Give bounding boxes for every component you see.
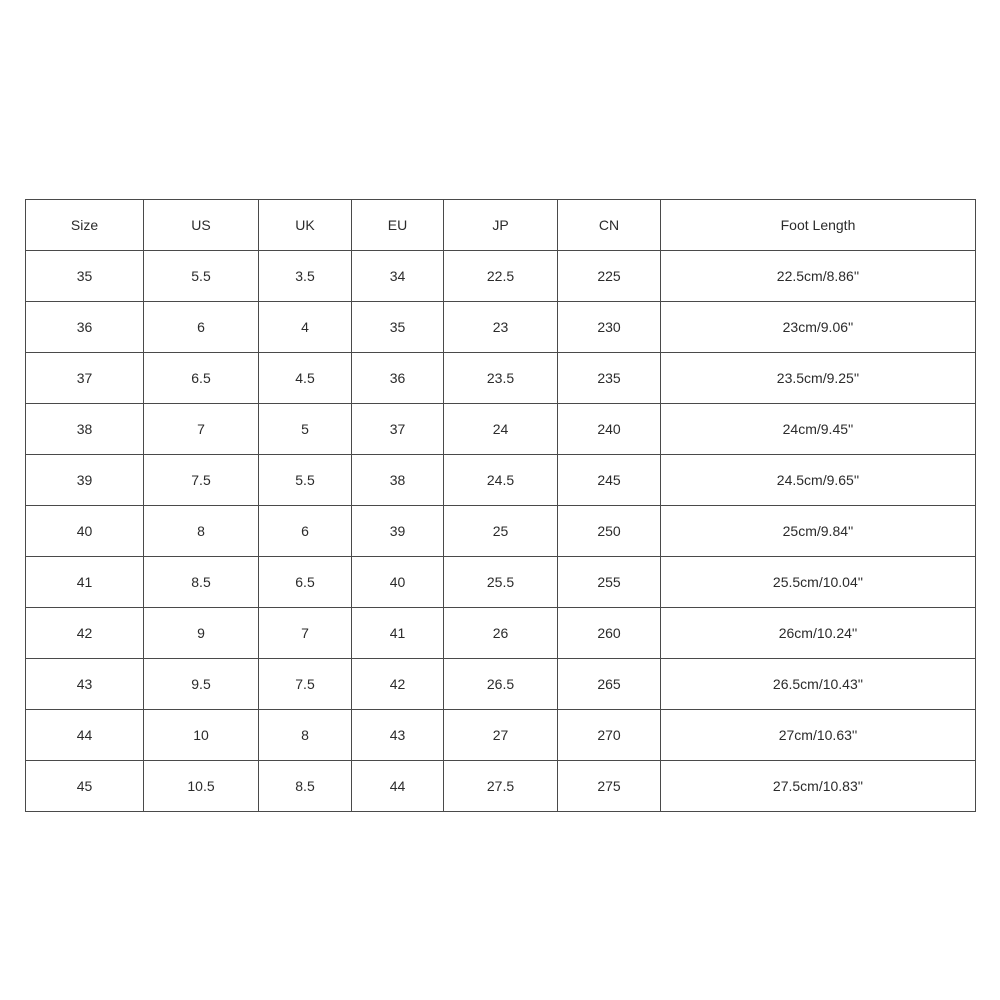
cell-uk: 6 xyxy=(259,506,352,557)
cell-foot-length: 24.5cm/9.65'' xyxy=(661,455,976,506)
size-chart-table xyxy=(25,199,976,812)
cell-uk: 6.5 xyxy=(259,557,352,608)
cell-foot-length: 27.5cm/10.83'' xyxy=(661,761,976,812)
cell-uk: 7 xyxy=(259,608,352,659)
cell-jp: 24 xyxy=(444,404,558,455)
cell-foot-length: 25.5cm/10.04'' xyxy=(661,557,976,608)
cell-eu: 40 xyxy=(352,557,444,608)
cell-eu: 44 xyxy=(352,761,444,812)
header-jp: JP xyxy=(444,200,558,251)
header-row xyxy=(26,200,976,251)
cell-cn: 255 xyxy=(558,557,661,608)
table-row xyxy=(26,251,976,302)
cell-us: 7.5 xyxy=(144,455,259,506)
cell-uk: 3.5 xyxy=(259,251,352,302)
cell-us: 8 xyxy=(144,506,259,557)
cell-jp: 26 xyxy=(444,608,558,659)
table-row xyxy=(26,557,976,608)
cell-foot-length: 24cm/9.45'' xyxy=(661,404,976,455)
cell-uk: 8 xyxy=(259,710,352,761)
table-row xyxy=(26,659,976,710)
cell-jp: 27 xyxy=(444,710,558,761)
cell-jp: 25.5 xyxy=(444,557,558,608)
header-size: Size xyxy=(26,200,144,251)
cell-cn: 230 xyxy=(558,302,661,353)
cell-foot-length: 26.5cm/10.43'' xyxy=(661,659,976,710)
cell-us: 9 xyxy=(144,608,259,659)
cell-size: 39 xyxy=(26,455,144,506)
cell-eu: 42 xyxy=(352,659,444,710)
cell-us: 10.5 xyxy=(144,761,259,812)
cell-uk: 5.5 xyxy=(259,455,352,506)
cell-foot-length: 25cm/9.84'' xyxy=(661,506,976,557)
cell-foot-length: 27cm/10.63'' xyxy=(661,710,976,761)
cell-uk: 5 xyxy=(259,404,352,455)
cell-eu: 36 xyxy=(352,353,444,404)
cell-size: 35 xyxy=(26,251,144,302)
cell-size: 40 xyxy=(26,506,144,557)
header-uk: UK xyxy=(259,200,352,251)
cell-uk: 4.5 xyxy=(259,353,352,404)
table-row xyxy=(26,710,976,761)
table-header xyxy=(26,200,976,251)
cell-us: 6.5 xyxy=(144,353,259,404)
cell-jp: 22.5 xyxy=(444,251,558,302)
cell-us: 7 xyxy=(144,404,259,455)
table-row xyxy=(26,761,976,812)
cell-cn: 250 xyxy=(558,506,661,557)
cell-size: 36 xyxy=(26,302,144,353)
table-row xyxy=(26,353,976,404)
cell-jp: 25 xyxy=(444,506,558,557)
cell-eu: 38 xyxy=(352,455,444,506)
cell-jp: 23.5 xyxy=(444,353,558,404)
cell-foot-length: 22.5cm/8.86'' xyxy=(661,251,976,302)
cell-cn: 235 xyxy=(558,353,661,404)
cell-eu: 34 xyxy=(352,251,444,302)
cell-foot-length: 26cm/10.24'' xyxy=(661,608,976,659)
cell-jp: 23 xyxy=(444,302,558,353)
cell-cn: 245 xyxy=(558,455,661,506)
cell-cn: 265 xyxy=(558,659,661,710)
cell-eu: 35 xyxy=(352,302,444,353)
cell-eu: 39 xyxy=(352,506,444,557)
table-row xyxy=(26,455,976,506)
cell-us: 8.5 xyxy=(144,557,259,608)
cell-uk: 4 xyxy=(259,302,352,353)
table-row xyxy=(26,608,976,659)
table-body xyxy=(26,251,976,812)
cell-cn: 260 xyxy=(558,608,661,659)
cell-cn: 225 xyxy=(558,251,661,302)
cell-us: 6 xyxy=(144,302,259,353)
cell-size: 38 xyxy=(26,404,144,455)
header-foot-length: Foot Length xyxy=(661,200,976,251)
cell-size: 44 xyxy=(26,710,144,761)
table-row xyxy=(26,302,976,353)
cell-jp: 24.5 xyxy=(444,455,558,506)
table-row xyxy=(26,506,976,557)
cell-foot-length: 23cm/9.06'' xyxy=(661,302,976,353)
cell-us: 10 xyxy=(144,710,259,761)
cell-eu: 43 xyxy=(352,710,444,761)
cell-size: 37 xyxy=(26,353,144,404)
cell-size: 41 xyxy=(26,557,144,608)
cell-size: 43 xyxy=(26,659,144,710)
header-cn: CN xyxy=(558,200,661,251)
cell-eu: 41 xyxy=(352,608,444,659)
cell-cn: 275 xyxy=(558,761,661,812)
cell-cn: 270 xyxy=(558,710,661,761)
cell-us: 5.5 xyxy=(144,251,259,302)
cell-eu: 37 xyxy=(352,404,444,455)
cell-jp: 27.5 xyxy=(444,761,558,812)
header-eu: EU xyxy=(352,200,444,251)
cell-us: 9.5 xyxy=(144,659,259,710)
cell-size: 45 xyxy=(26,761,144,812)
cell-size: 42 xyxy=(26,608,144,659)
cell-cn: 240 xyxy=(558,404,661,455)
header-us: US xyxy=(144,200,259,251)
cell-uk: 7.5 xyxy=(259,659,352,710)
cell-jp: 26.5 xyxy=(444,659,558,710)
cell-uk: 8.5 xyxy=(259,761,352,812)
table-row xyxy=(26,404,976,455)
cell-foot-length: 23.5cm/9.25'' xyxy=(661,353,976,404)
